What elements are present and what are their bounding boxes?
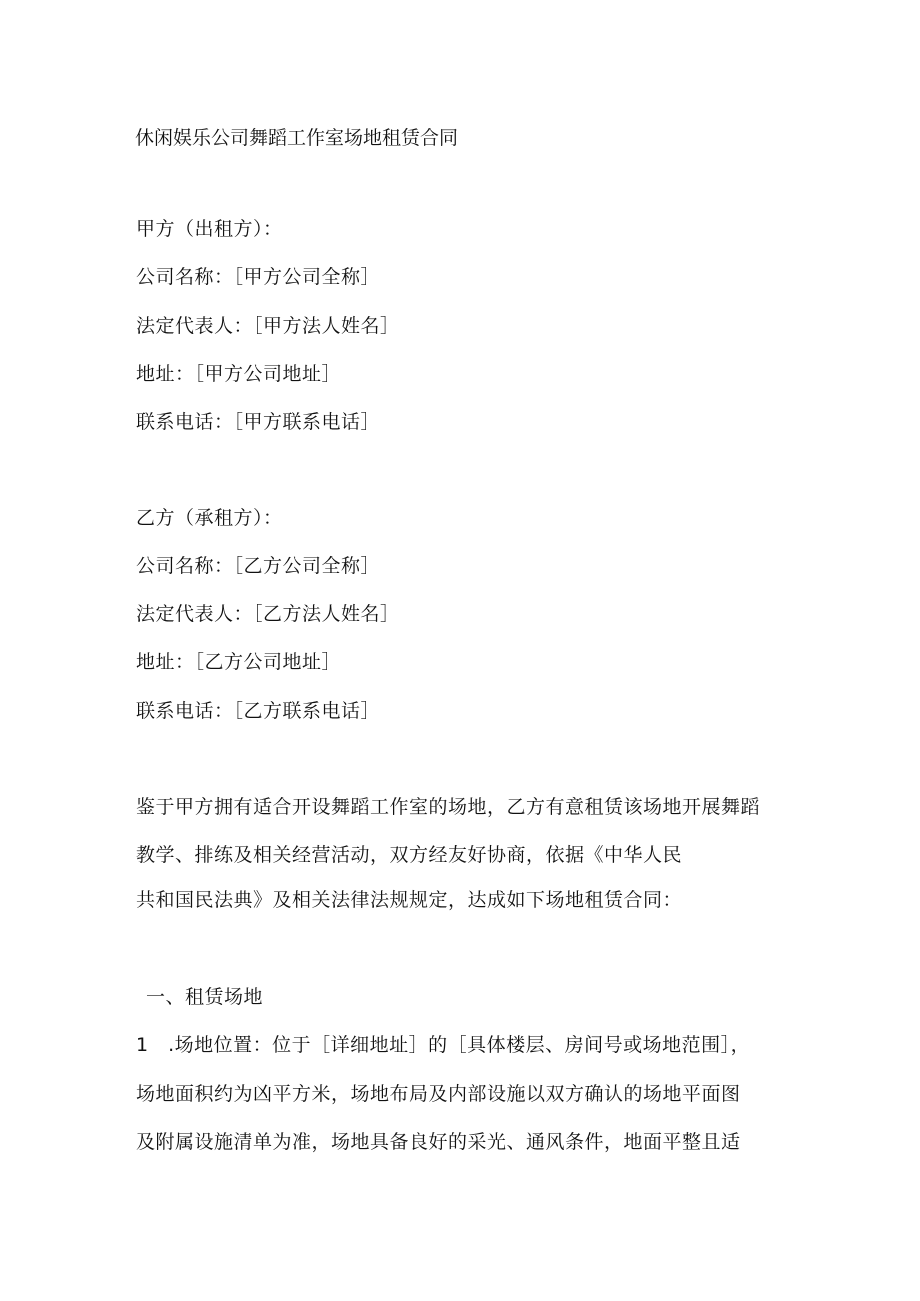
party-b-heading: 乙方（承租方）： — [136, 507, 283, 529]
preamble-line-1: 鉴于甲方拥有适合开设舞蹈工作室的场地，乙方有意租赁该场地开展舞蹈 — [136, 796, 761, 818]
preamble-line-2: 教学、排练及相关经营活动，双方经友好协商，依据《中华人民 — [136, 844, 683, 866]
section-1-item-1-line-3: 及附属设施清单为准，场地具备良好的采光、通风条件，地面平整且适 — [136, 1131, 741, 1153]
section-1-heading: 一、租赁场地 — [146, 986, 264, 1008]
party-a-phone: 联系电话：［甲方联系电话］ — [136, 411, 381, 433]
party-b-address: 地址：［乙方公司地址］ — [136, 651, 342, 673]
party-b-phone: 联系电话：［乙方联系电话］ — [136, 700, 381, 722]
party-a-representative: 法定代表人：［甲方法人姓名］ — [136, 315, 400, 337]
preamble-line-3: 共和国民法典》及相关法律法规规定，达成如下场地租赁合同： — [136, 889, 683, 911]
party-b-company: 公司名称：［乙方公司全称］ — [136, 555, 381, 577]
party-a-company: 公司名称：［甲方公司全称］ — [136, 266, 381, 288]
party-b-representative: 法定代表人：［乙方法人姓名］ — [136, 603, 400, 625]
document-title: 休闲娱乐公司舞蹈工作室场地租赁合同 — [135, 127, 459, 149]
party-a-heading: 甲方（出租方）： — [136, 218, 283, 240]
party-a-address: 地址：［甲方公司地址］ — [136, 363, 342, 385]
section-1-item-1-line-2: 场地面积约为凶平方米，场地布局及内部设施以双方确认的场地平面图 — [136, 1083, 741, 1105]
section-1-item-1-line-1: 1 .场地位置：位于［详细地址］的［具体楼层、房间号或场地范围］， — [136, 1034, 751, 1056]
